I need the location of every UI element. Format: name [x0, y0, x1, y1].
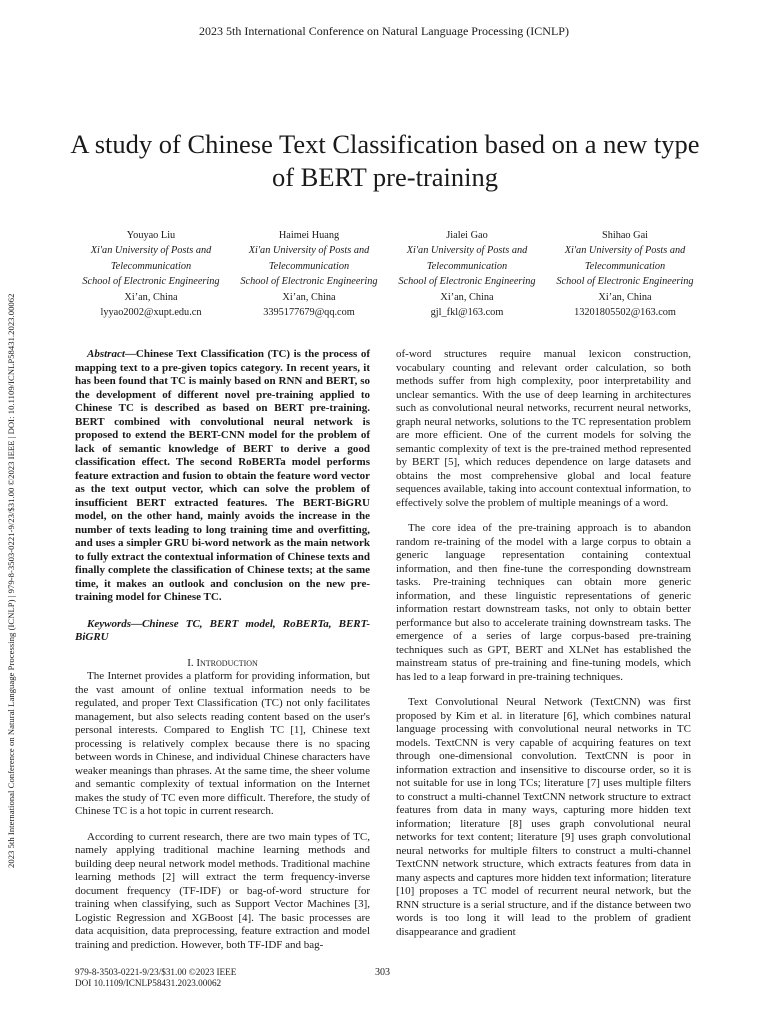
author-4 — [546, 228, 704, 320]
author-block — [72, 228, 704, 320]
author-affiliation: Telecommunication — [110, 260, 192, 272]
section-numeral: I. — [187, 656, 194, 669]
author-department: School of Electronic Engineering — [82, 276, 220, 288]
author-city: Xi’an, China — [124, 291, 178, 303]
right-column — [396, 348, 691, 939]
author-department: School of Electronic Engineering — [398, 276, 536, 288]
body-paragraph: The core idea of the pre-training approach is to abandon random re-training of the model with a large corpus to obtain a generic language representation containing contextual information, and then fine-tune the corresponding downstream tasks. Pre-training techniques can obtain more generic information, and these linguistic representations of generic information restart downstream tasks, not only to obtain better performance but also to accelerate training downstream tasks. The emergence of a series of large corpus-based pre-training techniques such as GPT, BERT and XLNet has established the mainstream status of pre-training and fine-tuning models, which has led to a leap forward in pre-training techniques. — [396, 522, 691, 683]
body-paragraph: According to current research, there are two main types of TC, namely applying traditional machine learning methods and building deep neural network model methods. Traditional machine learning methods [2] will extract the term frequency-inverse document frequency (TF-IDF) or bag-of-word structure for training when classifying, such as Support Vector Machines [3], Logistic Regression and XGBoost [4]. The basic processes are data acquisition, data preprocessing, feature extraction and model training and prediction. However, both TF-IDF and bag- — [75, 830, 370, 951]
footer-isbn: 979-8-3503-0221-9/23/$31.00 ©2023 IEEE — [75, 967, 237, 977]
left-column — [75, 348, 370, 952]
page-number: 303 — [375, 967, 390, 978]
abstract — [75, 348, 370, 605]
author-affiliation: Telecommunication — [426, 260, 508, 272]
author-affiliation: Xi'an University of Posts and — [406, 245, 528, 257]
author-city: Xi’an, China — [440, 291, 494, 303]
side-identifier: 2023 5th International Conference on Natural Language Processing (ICNLP) | 979-8-3503-0221-9/23/$31.00 ©2023 IEEE | DOI: 10.1109/ICNLP58431.2023.00062 — [6, 293, 16, 868]
keywords-lead: Keywords — [87, 617, 131, 630]
keywords-text: —Chinese TC, BERT model, RoBERTa, BERT-BiGRU — [75, 617, 370, 643]
section-heading — [75, 657, 370, 671]
author-email: 3395177679@qq.com — [263, 307, 355, 319]
author-affiliation: Xi'an University of Posts and — [90, 245, 212, 257]
author-affiliation: Telecommunication — [584, 260, 666, 272]
keywords — [75, 618, 370, 645]
author-name: Shihao Gai — [601, 230, 649, 241]
section-title: Introduction — [196, 656, 258, 669]
footer-identifiers — [75, 967, 236, 989]
abstract-lead: Abstract — [87, 348, 125, 360]
author-name: Jialei Gao — [446, 230, 488, 241]
abstract-text: —Chinese Text Classification (TC) is the process of mapping text to a pre-given topics category. In recent years, it has been found that TC is mainly based on RNN and BERT, so the development of different novel pre-training applied to Chinese TC is described as based on BERT pre-training. BERT combined with convolutional neural network is proposed to extend the BERT-CNN model for the problem of lack of semantic knowledge of BERT to derive a good classification effect. The second RoBERTa model performs feature extraction and fusion to obtain the feature word vector as the text output vector, which can solve the problem of insufficient BERT extracted features. The BERT-BiGRU model, on the other hand, mainly avoids the increase in the number of texts leading to long training time and overfitting, and uses a simpler GRU bi-word network as the main network to fully extract the contextual information of Chinese texts and finally complete the classification of Chinese texts; at the same time, it makes an outlook and conclusion on the new pre-training model for Chinese TC. — [75, 348, 370, 603]
author-name: Haimei Huang — [278, 230, 340, 241]
author-email: lyyao2002@xupt.edu.cn — [100, 307, 202, 319]
author-affiliation: Xi'an University of Posts and — [248, 245, 370, 257]
author-name: Youyao Liu — [126, 230, 176, 241]
conference-header: 2023 5th International Conference on Natural Language Processing (ICNLP) — [199, 24, 569, 38]
author-affiliation: Telecommunication — [268, 260, 350, 272]
author-1 — [72, 228, 230, 320]
author-email: gjl_fkl@163.com — [430, 307, 504, 319]
author-email: 13201805502@163.com — [574, 307, 676, 319]
author-2 — [230, 228, 388, 320]
footer-doi: DOI 10.1109/ICNLP58431.2023.00062 — [75, 978, 222, 988]
author-department: School of Electronic Engineering — [240, 276, 378, 288]
author-city: Xi’an, China — [282, 291, 336, 303]
author-3 — [388, 228, 546, 320]
body-paragraph: of-word structures require manual lexicon construction, vocabulary counting and relevant order calculation, so both methods suffer from high complexity, poor interpretability and unclear semantics. With the use of deep learning in architectures such as convolutional neural networks, recurrent neural networks, graph neural networks, solutions to the TC representation problem are more efficient. One of the current models for solving the semantic complexity of text is the pre-trained method represented by BERT [5], which reduces dependence on large datasets and obtains the most comprehensive global and local feature sequences available, taking into account contextual information, to effectively solve the problem of multiple meanings of a word. — [396, 348, 691, 509]
author-affiliation: Xi'an University of Posts and — [564, 245, 686, 257]
body-paragraph: The Internet provides a platform for providing information, but the vast amount of online textual information needs to be regulated, and proper Text Classification (TC) not only facilitates management, but also selects reading content based on the user's personal interests. Compared to English TC [1], Chinese text processing is relatively complex because there is no spacing between words in Chinese, and individual Chinese characters have weaker meanings than phrases. At the same time, the sheer volume and semantic complexity of textual information on the Internet makes the study of TC even more difficult. Therefore, the study of Chinese TC is a hot topic in current research. — [75, 670, 370, 817]
paper-title: A study of Chinese Text Classification based on a new type of BERT pre-training — [70, 129, 700, 192]
author-city: Xi’an, China — [598, 291, 652, 303]
body-paragraph: Text Convolutional Neural Network (TextCNN) was first proposed by Kim et al. in literature [6], which combines natural language processing with convolutional neural networks in TC models. TextCNN is very capable of acquiring features on text through one-dimensional convolution. TextCNN is poor in information extraction and insensitive to discourse order, so it is not suitable for use in long TCs; literature [7] uses multiple filters to construct a multi-channel TextCNN network structure to extract features from data in many ways, capturing more hidden text information; literature [8] uses graph convolutional neural networks for text content; literature [9] uses graph convolutional neural networks for multiple filters to construct a multi-channel TextCNN network structure, which extracts features from data in many aspects and captures more hidden text information; literature [10] proposes a TC model of recurrent neural network, but the RNN structure is a serial structure, and if the distance between two words is too long it will lead to the problem of gradient disappearance and gradient — [396, 696, 691, 938]
author-department: School of Electronic Engineering — [556, 276, 694, 288]
